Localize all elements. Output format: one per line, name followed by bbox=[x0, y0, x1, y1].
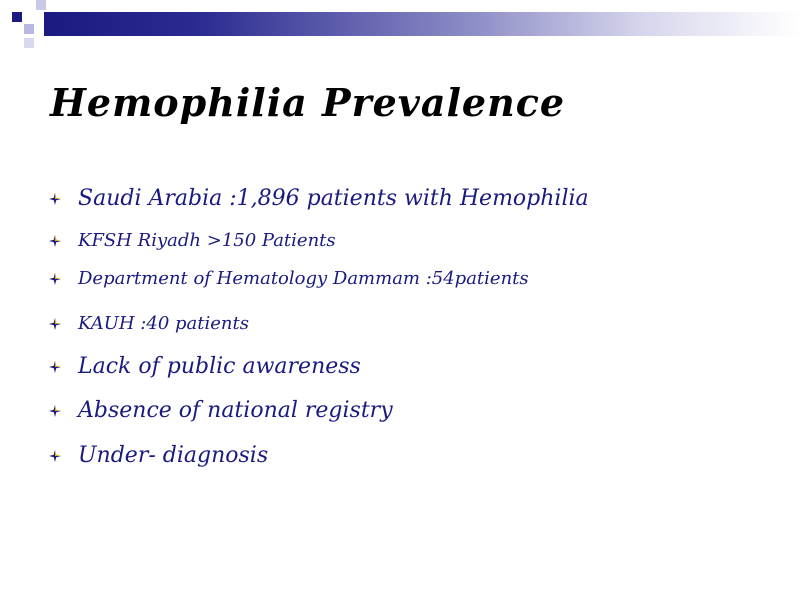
decorative-square bbox=[36, 0, 46, 10]
four-point-star-bullet-icon bbox=[48, 317, 62, 331]
bullet-text: KFSH Riyadh >150 Patients bbox=[78, 230, 336, 251]
bullet-text: Lack of public awareness bbox=[78, 354, 361, 379]
header-gradient-banner bbox=[44, 12, 800, 36]
bullet-text: Absence of national registry bbox=[78, 398, 393, 423]
bullet-item bbox=[48, 443, 268, 468]
decorative-square bbox=[24, 24, 34, 34]
bullet-text: Saudi Arabia :1,896 patients with Hemophilia bbox=[78, 186, 589, 211]
slide-title: Hemophilia Prevalence bbox=[50, 80, 566, 125]
four-point-star-bullet-icon bbox=[48, 404, 62, 418]
bullet-item bbox=[48, 354, 361, 379]
four-point-star-bullet-icon bbox=[48, 360, 62, 374]
four-point-star-bullet-icon bbox=[48, 449, 62, 463]
four-point-star-bullet-icon bbox=[48, 272, 62, 286]
bullet-item bbox=[48, 186, 589, 211]
four-point-star-bullet-icon bbox=[48, 192, 62, 206]
decorative-square bbox=[12, 12, 22, 22]
bullet-text: KAUH :40 patients bbox=[78, 313, 249, 334]
bullet-text: Department of Hematology Dammam :54patients bbox=[78, 268, 529, 289]
decorative-square bbox=[24, 38, 34, 48]
bullet-item bbox=[48, 230, 336, 251]
bullet-item bbox=[48, 313, 249, 334]
four-point-star-bullet-icon bbox=[48, 234, 62, 248]
bullet-item bbox=[48, 268, 529, 289]
bullet-item bbox=[48, 398, 393, 423]
bullet-text: Under- diagnosis bbox=[78, 443, 269, 468]
